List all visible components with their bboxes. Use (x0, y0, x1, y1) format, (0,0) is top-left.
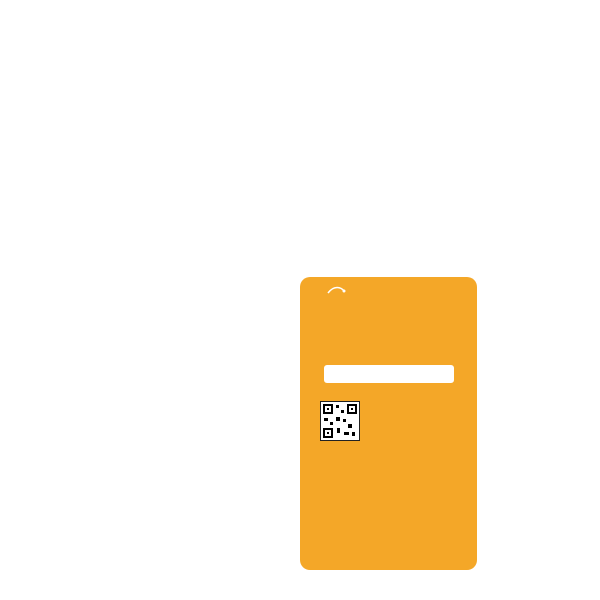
cd-symbol-icon (308, 283, 348, 305)
qr-info-text (314, 395, 472, 445)
website-url[interactable] (324, 365, 454, 383)
info-box (300, 277, 477, 570)
